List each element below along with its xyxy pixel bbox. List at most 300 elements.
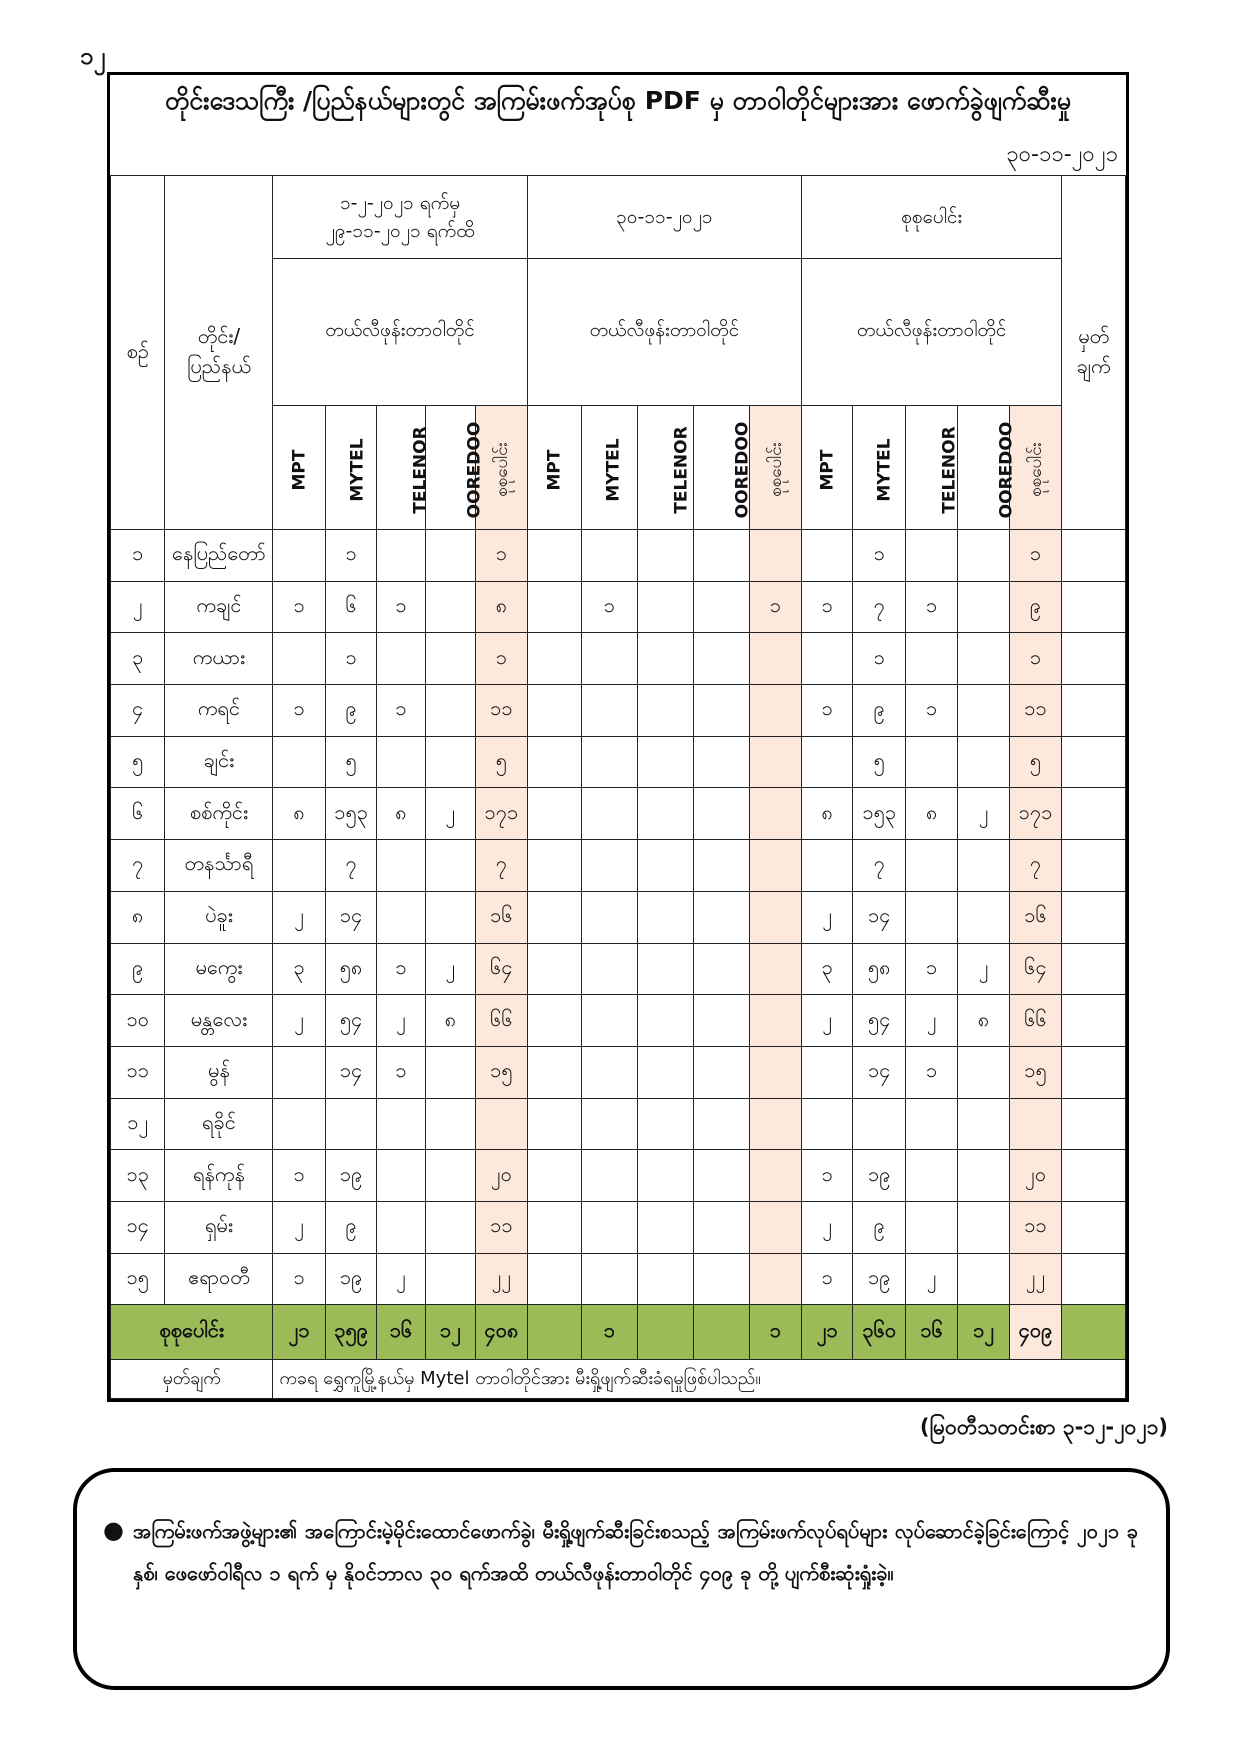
row-value — [425, 685, 475, 737]
row-value — [694, 1253, 749, 1305]
header-remark: မှတ် ချက် — [1062, 176, 1126, 530]
row-value — [425, 1046, 475, 1098]
row-value — [425, 530, 475, 582]
row-value: ၂ — [958, 788, 1009, 840]
row-value: ၁၄ — [853, 1046, 905, 1098]
row-sr: ၁၀ — [111, 995, 165, 1047]
row-value — [958, 1098, 1009, 1150]
source-citation: (မြဝတီသတင်းစာ ၃-၁၂-၂၀၂၁) — [919, 1415, 1168, 1439]
row-region: တနင်္သာရီ — [165, 840, 273, 892]
total-remark — [1062, 1305, 1126, 1360]
row-value: ၈ — [476, 581, 528, 633]
row-value — [694, 1150, 749, 1202]
row-sr: ၁ — [111, 530, 165, 582]
row-value — [273, 736, 325, 788]
row-sr: ၁၅ — [111, 1253, 165, 1305]
total-value: ၁ — [582, 1305, 637, 1360]
row-remark — [1062, 840, 1126, 892]
row-region: ရခိုင် — [165, 1098, 273, 1150]
operator-header-telenor — [905, 406, 960, 530]
row-value — [582, 1201, 637, 1253]
row-value — [694, 530, 749, 582]
row-region: ပဲခူး — [165, 891, 273, 943]
header-tower-3: တယ်လီဖုန်းတာဝါတိုင် — [802, 259, 1062, 406]
total-value — [637, 1305, 693, 1360]
row-value: ၂၀ — [1009, 1150, 1061, 1202]
row-value: ၁၅ — [1009, 1046, 1061, 1098]
operator-header-mytel — [582, 406, 637, 530]
row-value — [425, 1253, 475, 1305]
row-value: ၁ — [377, 943, 425, 995]
operator-label: TELENOR — [671, 425, 692, 514]
table-row — [111, 1098, 1126, 1150]
table-row — [111, 1253, 1126, 1305]
row-sr: ၁၂ — [111, 1098, 165, 1150]
row-value — [958, 530, 1009, 582]
row-value — [958, 1201, 1009, 1253]
tower-destruction-table — [110, 175, 1126, 1399]
header-sr: စဉ် — [111, 176, 165, 530]
row-value: ၉ — [1009, 581, 1061, 633]
row-value — [527, 736, 581, 788]
row-value: ၉ — [853, 1201, 905, 1253]
row-value — [425, 840, 475, 892]
total-label: စုစုပေါင်း — [111, 1305, 273, 1360]
row-value — [694, 685, 749, 737]
operator-label: MYTEL — [603, 437, 624, 502]
row-value — [582, 995, 637, 1047]
row-value — [377, 736, 425, 788]
row-value: ၂ — [905, 995, 957, 1047]
row-value — [377, 1098, 425, 1150]
row-value — [273, 1098, 325, 1150]
table-row — [111, 943, 1126, 995]
row-value: ၆၄ — [1009, 943, 1061, 995]
row-sr: ၇ — [111, 840, 165, 892]
row-value — [905, 633, 957, 685]
table-row — [111, 685, 1126, 737]
row-value: ၂ — [425, 788, 475, 840]
total-row — [111, 1305, 1126, 1360]
row-remark — [1062, 1098, 1126, 1150]
row-value: ၈ — [425, 995, 475, 1047]
row-value — [749, 1253, 801, 1305]
row-value: ၁၉ — [325, 1150, 376, 1202]
row-remark — [1062, 581, 1126, 633]
row-value: ၂၀ — [476, 1150, 528, 1202]
row-value: ၇ — [853, 840, 905, 892]
row-value: ၁၉ — [853, 1253, 905, 1305]
row-remark — [1062, 685, 1126, 737]
row-value: ၈ — [802, 788, 853, 840]
row-value — [905, 1150, 957, 1202]
row-value — [425, 581, 475, 633]
row-value: ၅၈ — [325, 943, 376, 995]
row-value — [749, 1150, 801, 1202]
table-row — [111, 788, 1126, 840]
row-value — [637, 1150, 693, 1202]
row-value — [273, 530, 325, 582]
remark-label: မှတ်ချက် — [111, 1360, 273, 1399]
row-value: ၁၁ — [1009, 685, 1061, 737]
operator-label: TELENOR — [411, 425, 432, 514]
row-value: ၉ — [325, 1201, 376, 1253]
row-value: ၁ — [853, 530, 905, 582]
row-value: ၁ — [273, 581, 325, 633]
operator-label: MYTEL — [347, 437, 368, 502]
row-value — [527, 840, 581, 892]
row-value: ၂ — [273, 995, 325, 1047]
row-value: ၁ — [377, 685, 425, 737]
row-remark — [1062, 995, 1126, 1047]
row-value — [637, 995, 693, 1047]
row-value — [958, 1253, 1009, 1305]
row-value: ၁ — [802, 685, 853, 737]
row-value: ၂ — [802, 1201, 853, 1253]
row-remark — [1062, 1201, 1126, 1253]
row-value — [582, 530, 637, 582]
row-value — [905, 736, 957, 788]
table-row — [111, 995, 1126, 1047]
row-value: ၁၆ — [476, 891, 528, 943]
table-row — [111, 530, 1126, 582]
table-row — [111, 633, 1126, 685]
row-sr: ၁၃ — [111, 1150, 165, 1202]
row-value: ၅၄ — [853, 995, 905, 1047]
table-row — [111, 891, 1126, 943]
row-value — [958, 581, 1009, 633]
operator-label: စုစုပေါင်း — [1025, 441, 1046, 497]
row-value — [527, 943, 581, 995]
row-value: ၁၁ — [476, 685, 528, 737]
row-value — [958, 891, 1009, 943]
row-sr: ၄ — [111, 685, 165, 737]
row-value: ၁၁ — [1009, 1201, 1061, 1253]
remark-text: ကခရ ရွှေကူမြို့နယ်မှ Mytel တာဝါတိုင်အား မီးရှို့ဖျက်ဆီးခံရမှုဖြစ်ပါသည်။ — [273, 1360, 1126, 1399]
row-value: ၂ — [425, 943, 475, 995]
row-region: မကွေး — [165, 943, 273, 995]
summary-note-text: အကြမ်းဖက်အဖွဲ့များ၏ အကြောင်းမဲ့မိုင်းထောင်ဖောက်ခွဲ၊ မီးရှို့ဖျက်ဆီးခြင်းစသည့် အကြမ်းဖက်လုပ်ရပ်များ လုပ်ဆောင်ခဲ့ခြင်းကြောင့် ၂၀၂၁ ခုနှစ်၊ ဖေဖော်ဝါရီလ ၁ ရက် မှ နိုဝင်ဘာလ ၃၀ ရက်အထိ တယ်လီဖုန်းတာဝါတိုင် ၄၀၉ ခု တို့ ပျက်စီးဆုံးရှုံးခဲ့။ — [133, 1519, 1138, 1585]
row-value — [958, 633, 1009, 685]
row-value: ၁၄ — [853, 891, 905, 943]
row-region: ရန်ကုန် — [165, 1150, 273, 1202]
row-value: ၉ — [853, 685, 905, 737]
row-value — [749, 1046, 801, 1098]
row-value — [637, 1253, 693, 1305]
row-value — [582, 736, 637, 788]
row-value — [637, 1098, 693, 1150]
row-value — [694, 1046, 749, 1098]
total-value: ၄၀၉ — [1009, 1305, 1061, 1360]
row-value: ၇ — [325, 840, 376, 892]
operator-header-mpt — [802, 406, 853, 530]
row-region: နေပြည်တော် — [165, 530, 273, 582]
page-number: ၁၂ — [80, 42, 106, 70]
row-value: ၁၄ — [325, 891, 376, 943]
row-value — [749, 1201, 801, 1253]
row-value — [582, 1098, 637, 1150]
row-value: ၈ — [905, 788, 957, 840]
row-region: ရှမ်း — [165, 1201, 273, 1253]
row-value: ၁ — [853, 633, 905, 685]
row-value: ၁ — [802, 1150, 853, 1202]
row-region: ကယား — [165, 633, 273, 685]
row-value: ၁၅၃ — [853, 788, 905, 840]
row-value: ၁ — [582, 581, 637, 633]
operator-label: MYTEL — [875, 437, 896, 502]
row-value — [637, 530, 693, 582]
row-value: ၂ — [802, 891, 853, 943]
row-remark — [1062, 1253, 1126, 1305]
row-value: ၁၅၃ — [325, 788, 376, 840]
operator-header-total — [749, 406, 801, 530]
row-value — [958, 736, 1009, 788]
row-value — [582, 891, 637, 943]
row-value — [582, 1150, 637, 1202]
row-remark — [1062, 1150, 1126, 1202]
header-period-total: စုစုပေါင်း — [802, 176, 1062, 259]
row-value: ၁ — [1009, 633, 1061, 685]
row-value — [582, 943, 637, 995]
row-remark — [1062, 943, 1126, 995]
header-period-1: ၁-၂-၂၀၂၁ ရက်မှ ၂၉-၁၁-၂၀၂၁ ရက်ထိ — [273, 176, 527, 259]
bullet-icon: ● — [103, 1516, 124, 1544]
row-value — [749, 891, 801, 943]
row-value — [637, 581, 693, 633]
row-value: ၁ — [476, 530, 528, 582]
row-remark — [1062, 788, 1126, 840]
row-region: ဧရာဝတီ — [165, 1253, 273, 1305]
row-value — [694, 788, 749, 840]
total-value: ၃၆၀ — [853, 1305, 905, 1360]
row-value — [425, 736, 475, 788]
table-row — [111, 736, 1126, 788]
row-value: ၆၄ — [476, 943, 528, 995]
row-value — [853, 1098, 905, 1150]
row-value: ၃ — [802, 943, 853, 995]
row-value — [637, 1201, 693, 1253]
row-sr: ၃ — [111, 633, 165, 685]
row-value: ၇ — [853, 581, 905, 633]
operator-header-mytel — [853, 406, 905, 530]
header-period-2: ၃၀-၁၁-၂၀၂၁ — [527, 176, 801, 259]
row-value — [527, 1046, 581, 1098]
total-value: ၃၅၉ — [325, 1305, 376, 1360]
row-value — [905, 840, 957, 892]
table-row — [111, 1046, 1126, 1098]
row-value — [802, 840, 853, 892]
operator-label: MPT — [817, 449, 838, 490]
row-value: ၅ — [476, 736, 528, 788]
row-sr: ၁၁ — [111, 1046, 165, 1098]
row-sr: ၈ — [111, 891, 165, 943]
row-value — [905, 1201, 957, 1253]
operator-header-ooredoo — [694, 406, 753, 530]
row-value — [694, 581, 749, 633]
row-value — [694, 1098, 749, 1150]
row-value — [1009, 1098, 1061, 1150]
row-value: ၈ — [273, 788, 325, 840]
row-value: ၅၄ — [325, 995, 376, 1047]
row-value — [749, 788, 801, 840]
summary-note-box — [73, 1468, 1170, 1690]
row-value — [273, 633, 325, 685]
row-value — [694, 943, 749, 995]
table-row — [111, 581, 1126, 633]
row-remark — [1062, 530, 1126, 582]
operator-label: OOREDOO — [464, 421, 485, 518]
row-value: ၁၉ — [325, 1253, 376, 1305]
row-value — [637, 891, 693, 943]
row-value: ၇ — [476, 840, 528, 892]
row-value — [377, 633, 425, 685]
row-value — [749, 995, 801, 1047]
row-value: ၅၈ — [853, 943, 905, 995]
row-value — [905, 530, 957, 582]
row-value: ၁၇၁ — [1009, 788, 1061, 840]
report-frame — [107, 72, 1129, 1402]
row-region: ကချင် — [165, 581, 273, 633]
row-value — [325, 1098, 376, 1150]
row-value — [958, 1046, 1009, 1098]
row-value — [425, 891, 475, 943]
row-value — [425, 1150, 475, 1202]
row-value — [527, 633, 581, 685]
row-value — [905, 891, 957, 943]
row-value: ၁ — [476, 633, 528, 685]
row-value — [637, 633, 693, 685]
row-value: ၁၄ — [325, 1046, 376, 1098]
row-value — [425, 1098, 475, 1150]
row-value: ၈ — [377, 788, 425, 840]
row-value: ၁ — [377, 581, 425, 633]
row-sr: ၂ — [111, 581, 165, 633]
row-value: ၂ — [905, 1253, 957, 1305]
row-value: ၂ — [273, 891, 325, 943]
row-value: ၁ — [905, 1046, 957, 1098]
row-value — [637, 685, 693, 737]
table-row — [111, 1150, 1126, 1202]
row-value: ၁ — [325, 530, 376, 582]
header-region: တိုင်း/ ပြည်နယ် — [165, 176, 273, 530]
row-value: ၁၉ — [853, 1150, 905, 1202]
row-value — [749, 840, 801, 892]
row-value — [377, 1201, 425, 1253]
row-value: ၁ — [273, 1253, 325, 1305]
row-value — [527, 788, 581, 840]
row-value — [802, 633, 853, 685]
row-value: ၁ — [802, 1253, 853, 1305]
row-value: ၈ — [958, 995, 1009, 1047]
row-value — [273, 1046, 325, 1098]
row-value: ၁ — [905, 943, 957, 995]
row-value: ၁ — [905, 581, 957, 633]
total-value: ၁၂ — [425, 1305, 475, 1360]
row-value — [958, 685, 1009, 737]
row-value — [377, 891, 425, 943]
row-value — [749, 633, 801, 685]
row-region: မန္တလေး — [165, 995, 273, 1047]
operator-header-mpt — [527, 406, 581, 530]
row-value: ၉ — [325, 685, 376, 737]
table-body — [111, 530, 1126, 1399]
row-value — [637, 943, 693, 995]
operator-label: MPT — [544, 449, 565, 490]
row-value: ၁ — [1009, 530, 1061, 582]
row-value — [527, 1150, 581, 1202]
row-value — [749, 943, 801, 995]
total-value — [694, 1305, 749, 1360]
row-value: ၂ — [377, 995, 425, 1047]
row-value — [582, 788, 637, 840]
row-value — [582, 1046, 637, 1098]
operator-header-telenor — [377, 406, 432, 530]
row-value — [377, 530, 425, 582]
operator-header-telenor — [637, 406, 693, 530]
row-value: ၇ — [1009, 840, 1061, 892]
row-value — [377, 840, 425, 892]
row-remark — [1062, 736, 1126, 788]
header-tower-2: တယ်လီဖုန်းတာဝါတိုင် — [527, 259, 801, 406]
total-value: ၁၂ — [958, 1305, 1009, 1360]
row-value — [527, 1098, 581, 1150]
row-value — [273, 840, 325, 892]
row-value — [527, 1201, 581, 1253]
row-value: ၁ — [377, 1046, 425, 1098]
row-value: ၅ — [853, 736, 905, 788]
row-value — [802, 1098, 853, 1150]
remark-row — [111, 1360, 1126, 1399]
row-value — [637, 788, 693, 840]
table-row — [111, 840, 1126, 892]
row-value: ၁ — [802, 581, 853, 633]
row-value: ၆ — [325, 581, 376, 633]
row-value — [637, 840, 693, 892]
row-value: ၁ — [273, 685, 325, 737]
row-value — [637, 1046, 693, 1098]
row-value: ၂ — [802, 995, 853, 1047]
operator-label: စုစုပေါင်း — [765, 441, 786, 497]
operator-header-mytel — [325, 406, 376, 530]
operator-header-ooredoo — [958, 406, 1017, 530]
operator-label: MPT — [289, 449, 310, 490]
operator-label: OOREDOO — [996, 421, 1017, 518]
row-value — [527, 530, 581, 582]
row-value — [582, 685, 637, 737]
row-value — [694, 736, 749, 788]
row-value: ၂၂ — [476, 1253, 528, 1305]
row-value: ၁၅ — [476, 1046, 528, 1098]
operator-header-ooredoo — [425, 406, 485, 530]
row-value: ၆၆ — [1009, 995, 1061, 1047]
total-value: ၁၆ — [377, 1305, 425, 1360]
row-remark — [1062, 1046, 1126, 1098]
row-value — [377, 1150, 425, 1202]
row-value: ၂ — [377, 1253, 425, 1305]
total-value: ၂၁ — [273, 1305, 325, 1360]
row-value — [527, 891, 581, 943]
row-value — [749, 685, 801, 737]
row-value — [694, 891, 749, 943]
row-value: ၃ — [273, 943, 325, 995]
row-value — [476, 1098, 528, 1150]
row-value — [694, 1201, 749, 1253]
row-region: ချင်း — [165, 736, 273, 788]
total-value: ၁ — [749, 1305, 801, 1360]
row-value — [749, 1098, 801, 1150]
row-remark — [1062, 633, 1126, 685]
report-date: ၃၀-၁၁-၂၀၂၁ — [1006, 142, 1118, 167]
